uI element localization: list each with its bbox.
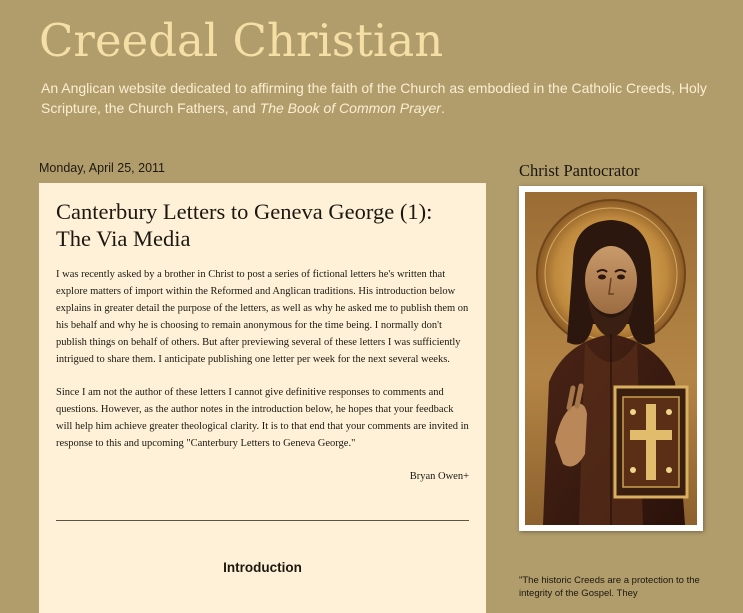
christ-pantocrator-image[interactable] (519, 186, 703, 531)
post-date-header: Monday, April 25, 2011 (39, 161, 166, 175)
sidebar-widget-title: Christ Pantocrator (519, 161, 640, 180)
post-paragraph: Since I am not the author of these letters I cannot give definitive responses to comments and questions. However, as the author notes in the introduction below, he hopes that your feedback will help him achieve greater theological clarity. It is to that end that your comments are invited in response to this and upcoming "Canterbury Letters to Geneva George." (56, 387, 469, 449)
post-paragraph: I was recently asked by a brother in Christ to post a series of fictional letters he's written that explore matters of import within the Reformed and Anglican traditions. His introduction below explains in greater detail the purpose of the letters, as well as why he asked me to publish them on his behalf and why he is choosing to remain anonymous for the time being. I normally don't publish things on behalf of others. But after previewing several of these letters I was sufficiently intrigued to share them. I anticipate publishing one letter per week for the next several weeks. (56, 269, 469, 365)
blog-post (39, 183, 486, 613)
post-body (56, 266, 469, 577)
blog-description-text: An Anglican website dedicated to affirming the faith of the Church as embodied in the Catholic Creeds, Holy Scripture, the Church Fathers, and (41, 80, 707, 116)
sidebar-quote: "The historic Creeds are a protection to the integrity of the Gospel. They (519, 575, 700, 599)
blog-title[interactable]: Creedal Christian (39, 14, 444, 67)
christ-pantocrator-icon (525, 192, 697, 525)
section-divider (56, 520, 469, 521)
post-signature: Bryan Owen+ (409, 471, 469, 482)
post-title[interactable]: Canterbury Letters to Geneva George (1): The Via Media (56, 199, 433, 251)
blog-description (41, 78, 731, 118)
section-heading-introduction: Introduction (223, 560, 302, 575)
blog-description-book-title: The Book of Common Prayer (259, 100, 441, 116)
blog-description-period: . (440, 100, 445, 116)
